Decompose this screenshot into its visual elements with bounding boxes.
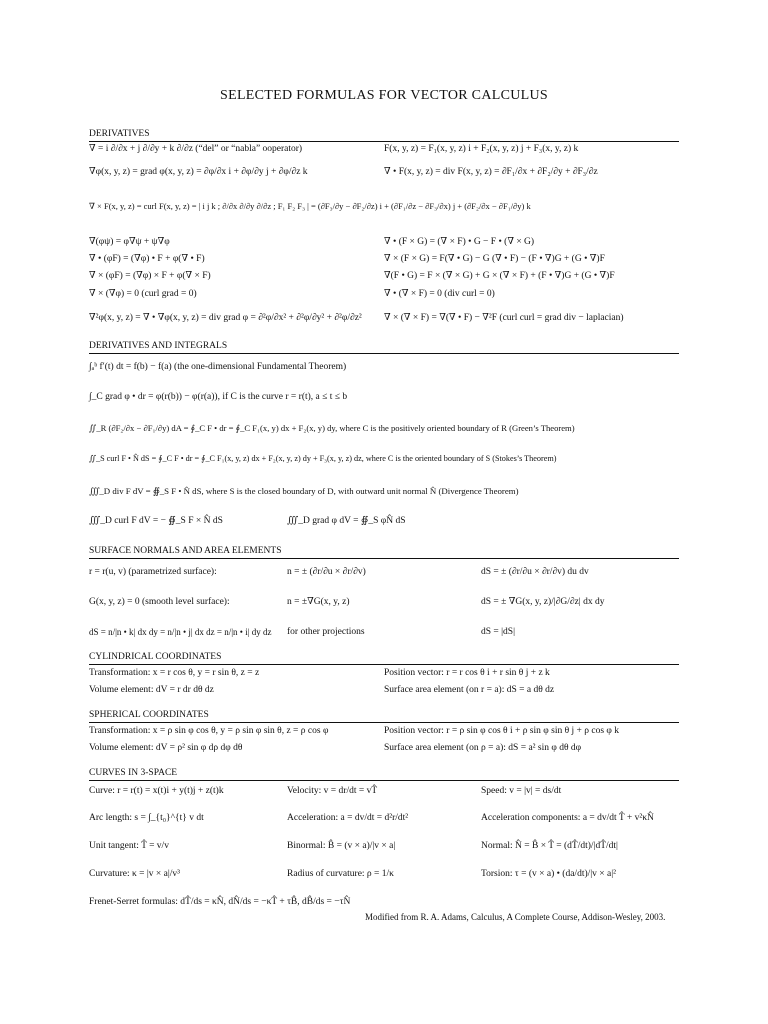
spherical-volume: Volume element: dV = ρ² sin φ dρ dφ dθ [89, 743, 243, 753]
formula-div-cross: ∇ • (F × G) = (∇ × F) • G − F • (∇ × G) [384, 237, 535, 247]
cylindrical-surface: Surface area element (on r = a): dS = a dθ dz [384, 685, 555, 695]
surface-ds-level: dS = ± ∇G(x, y, z)/|∂G/∂z| dx dy [481, 597, 605, 607]
formula-curl-cross: ∇ × (F × G) = F(∇ • G) − G (∇ • F) − (F • ∇)G + (G • ∇)F [384, 254, 605, 264]
curve-radius-of-curvature: Radius of curvature: ρ = 1/κ [287, 869, 394, 879]
surface-level-label: G(x, y, z) = 0 (smooth level surface): [89, 597, 230, 607]
curve-definition: Curve: r = r(t) = x(t)i + y(t)j + z(t)k [89, 786, 224, 796]
spherical-surface: Surface area element (on ρ = a): dS = a² sin φ dθ dφ [384, 743, 582, 753]
spherical-transformation: Transformation: x = ρ sin φ cos θ, y = ρ sin φ sin θ, z = ρ cos φ [89, 726, 329, 736]
formula-stokes-theorem: ∬_S curl F • N̂ dS = ∮_C F • dr = ∮_C F₁(x, y, z) dx + F₂(x, y, z) dy + F₃(x, y, z) dz, where C is the oriented boundary of S (Stokes’s Theorem) [89, 454, 557, 463]
formula-gradient-theorem: ∫_C grad φ • dr = φ(r(b)) − φ(r(a)), if C is the curve r = r(t), a ≤ t ≤ b [89, 392, 348, 402]
formula-curl-curl: ∇ × (∇ × F) = ∇(∇ • F) − ∇²F (curl curl = grad div − laplacian) [384, 313, 624, 323]
section-heading-surface: SURFACE NORMALS AND AREA ELEMENTS [89, 545, 679, 559]
surface-area-projections: dS = n/|n • k| dx dy = n/|n • j| dx dz = n/|n • i| dy dz [89, 627, 272, 637]
surface-ds-magnitude: dS = |dS| [481, 627, 515, 637]
section-heading-spherical: SPHERICAL COORDINATES [89, 709, 679, 723]
formula-grad: ∇φ(x, y, z) = grad φ(x, y, z) = ∂φ/∂x i + ∂φ/∂y j + ∂φ/∂z k [89, 167, 308, 177]
curve-normal: Normal: N̂ = B̂ × T̂ = (dT̂/dt)/|dT̂/dt| [481, 841, 618, 851]
curve-velocity: Velocity: v = dr/dt = vT̂ [287, 786, 378, 796]
formula-curl: ∇ × F(x, y, z) = curl F(x, y, z) = | i j k ; ∂/∂x ∂/∂y ∂/∂z ; F₁ F₂ F₃ | = (∂F₃/∂y − ∂F₂/∂z) i + (∂F₁/∂z − ∂F₃/∂x) j + (∂F₂/∂x − ∂F₁/∂y) k [89, 201, 531, 211]
curve-speed: Speed: v = |v| = ds/dt [481, 786, 562, 796]
curve-arc-length: Arc length: s = ∫_{t₀}^{t} v dt [89, 813, 204, 823]
curve-binormal: Binormal: B̂ = (v × a)/|v × a| [287, 841, 396, 851]
formula-fundamental-theorem: ∫ₐᵇ f′(t) dt = f(b) − f(a) (the one-dimensional Fundamental Theorem) [89, 362, 347, 372]
formula-curl-grad: ∇ × (∇φ) = 0 (curl grad = 0) [89, 289, 197, 299]
surface-normal-param: n = ± (∂r/∂u × ∂r/∂v) [287, 567, 366, 577]
curve-torsion: Torsion: τ = (v × a) • (da/dt)/|v × a|² [481, 869, 616, 879]
curve-frenet-serret: Frenet-Serret formulas: dT̂/ds = κN̂, dN̂/ds = −κT̂ + τB̂, dB̂/ds = −τN̂ [89, 897, 351, 907]
formula-divergence-theorem: ∭_D div F dV = ∯_S F • N̂ dS, where S is the closed boundary of D, with outward unit normal N̂ (Divergence Theorem) [89, 486, 519, 496]
cylindrical-volume: Volume element: dV = r dr dθ dz [89, 685, 214, 695]
surface-param-label: r = r(u, v) (parametrized surface): [89, 567, 217, 577]
surface-ds-param: dS = ± (∂r/∂u × ∂r/∂v) du dv [481, 567, 589, 577]
formula-grad-product: ∇(φψ) = φ∇ψ + ψ∇φ [89, 237, 170, 247]
formula-div-phi-f: ∇ • (φF) = (∇φ) • F + φ(∇ • F) [89, 254, 205, 264]
formula-grad-volume: ∭_D grad φ dV = ∯_S φN̂ dS [287, 516, 406, 526]
section-heading-cylindrical: CYLINDRICAL COORDINATES [89, 651, 679, 665]
curve-unit-tangent: Unit tangent: T̂ = v/v [89, 841, 169, 851]
formula-nabla: ∇ = i ∂/∂x + j ∂/∂y + k ∂/∂z (“del” or “nabla” ooperator) [89, 144, 303, 154]
formula-laplacian: ∇²φ(x, y, z) = ∇ • ∇φ(x, y, z) = div grad φ = ∂²φ/∂x² + ∂²φ/∂y² + ∂²φ/∂z² [89, 313, 362, 323]
curve-acceleration-components: Acceleration components: a = dv/dt T̂ + v²κN̂ [481, 813, 654, 823]
cylindrical-transformation: Transformation: x = r cos θ, y = r sin θ, z = z [89, 668, 260, 678]
cylindrical-position: Position vector: r = r cos θ i + r sin θ j + z k [384, 668, 550, 678]
surface-other-projections: for other projections [287, 627, 365, 637]
section-heading-integrals: DERIVATIVES AND INTEGRALS [89, 340, 679, 354]
source-credit: Modified from R. A. Adams, Calculus, A Complete Course, Addison-Wesley, 2003. [365, 912, 666, 922]
curve-acceleration: Acceleration: a = dv/dt = d²r/dt² [287, 813, 409, 823]
formula-div-curl: ∇ • (∇ × F) = 0 (div curl = 0) [384, 289, 495, 299]
surface-normal-level: n = ±∇G(x, y, z) [287, 597, 350, 607]
formula-vector-field: F(x, y, z) = F₁(x, y, z) i + F₂(x, y, z) j + F₃(x, y, z) k [384, 144, 579, 154]
section-heading-curves: CURVES IN 3-SPACE [89, 767, 679, 781]
formula-grad-dot: ∇(F • G) = F × (∇ × G) + G × (∇ × F) + (F • ∇)G + (G • ∇)F [384, 271, 615, 281]
spherical-position: Position vector: r = ρ sin φ cos θ i + ρ sin φ sin θ j + ρ cos φ k [384, 726, 620, 736]
formula-curl-phi-f: ∇ × (φF) = (∇φ) × F + φ(∇ × F) [89, 271, 211, 281]
formula-divergence: ∇ • F(x, y, z) = div F(x, y, z) = ∂F₁/∂x + ∂F₂/∂y + ∂F₃/∂z [384, 167, 598, 177]
curve-curvature: Curvature: κ = |v × a|/v³ [89, 869, 181, 879]
page-title: SELECTED FORMULAS FOR VECTOR CALCULUS [220, 88, 548, 103]
section-heading-derivatives: DERIVATIVES [89, 128, 679, 142]
formula-greens-theorem: ∬_R (∂F₂/∂x − ∂F₁/∂y) dA = ∮_C F • dr = ∮_C F₁(x, y) dx + F₂(x, y) dy, where C is the positively oriented boundary of R (Green’s Theorem) [89, 423, 575, 433]
formula-curl-volume: ∭_D curl F dV = − ∯_S F × N̂ dS [89, 516, 223, 526]
